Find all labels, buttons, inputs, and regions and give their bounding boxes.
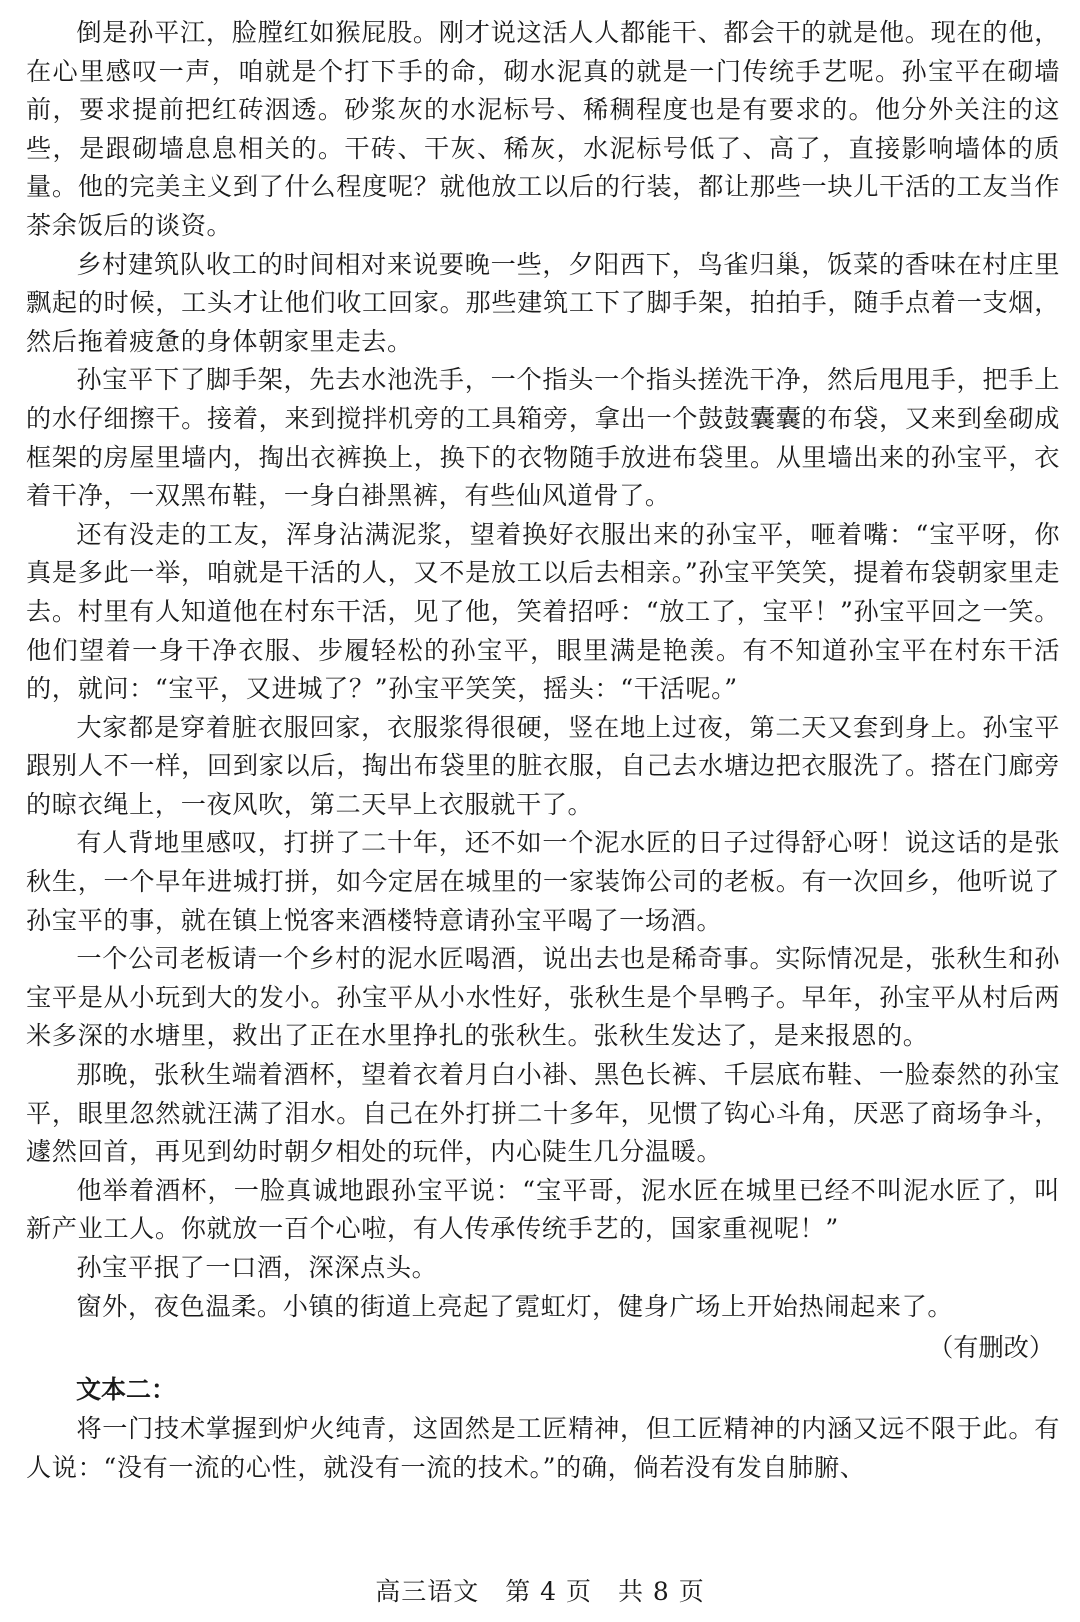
text2-heading: 文本二： [76,1375,177,1405]
paragraph-5: 大家都是穿着脏衣服回家，衣服浆得很硬，竖在地上过夜，第二天又套到身上。孙宝平跟别人不一样，回到家以后，掏出布袋里的脏衣服，自己去水塘边把衣服洗了。搭在门廊旁的晾衣绳上，一夜风吹，第二天早上衣服就干了。 [26,712,1060,819]
page-footer: 高三语文 第 4 页 共 8 页 [375,1577,705,1606]
text2-paragraph-1: 将一门技术掌握到炉火纯青，这固然是工匠精神，但工匠精神的内涵又远不限于此。有人说：“没有一流的心性，就没有一流的技术。”的确，倘若没有发自肺腑、 [26,1414,1060,1482]
paragraph-6: 有人背地里感叹，打拼了二十年，还不如一个泥水匠的日子过得舒心呀！说这话的是张秋生，一个早年进城打拼，如今定居在城里的一家装饰公司的老板。有一次回乡，他听说了孙宝平的事，就在镇上悦客来酒楼特意请孙宝平喝了一场酒。 [26,828,1060,935]
paragraph-2: 乡村建筑队收工的时间相对来说要晚一些，夕阳西下，鸟雀归巢，饭菜的香味在村庄里飘起的时候，工头才让他们收工回家。那些建筑工下了脚手架，拍拍手，随手点着一支烟，然后拖着疲惫的身体朝家里走去。 [26,249,1060,356]
paragraph-7: 一个公司老板请一个乡村的泥水匠喝酒，说出去也是稀奇事。实际情况是，张秋生和孙宝平是从小玩到大的发小。孙宝平从小水性好，张秋生是个旱鸭子。早年，孙宝平从村后两米多深的水塘里，救出了正在水里挣扎的张秋生。张秋生发达了，是来报恩的。 [26,944,1060,1051]
page-body [26,14,1060,1487]
paragraph-10: 孙宝平抿了一口酒，深深点头。 [76,1253,438,1282]
source-note: （有删改） [928,1333,1054,1363]
paragraph-4: 还有没走的工友，浑身沾满泥浆，望着换好衣服出来的孙宝平，咂着嘴：“宝平呀，你真是多此一举，咱就是干活的人，又不是放工以后去相亲。”孙宝平笑笑，提着布袋朝家里走去。村里有人知道他在村东干活，见了他，笑着招呼：“放工了，宝平！”孙宝平回之一笑。他们望着一身干净衣服、步履轻松的孙宝平，眼里满是艳羡。有不知道孙宝平在村东干活的，就问：“宝平，又进城了？”孙宝平笑笑，摇头：“干活呢。” [26,519,1060,704]
paragraph-11: 窗外，夜色温柔。小镇的街道上亮起了霓虹灯，健身广场上开始热闹起来了。 [76,1291,954,1321]
paragraph-8: 那晚，张秋生端着酒杯，望着衣着月白小褂、黑色长裤、千层底布鞋、一脸泰然的孙宝平，眼里忽然就汪满了泪水。自己在外打拼二十多年，见惯了钩心斗角，厌恶了商场争斗，遽然回首，再见到幼时朝夕相处的玩伴，内心陡生几分温暖。 [26,1060,1060,1167]
paragraph-3: 孙宝平下了脚手架，先去水池洗手，一个指头一个指头搓洗干净，然后甩甩手，把手上的水仔细擦干。接着，来到搅拌机旁的工具箱旁，拿出一个鼓鼓囊囊的布袋，又来到垒砌成框架的房屋里墙内，掏出衣裤换上，换下的衣物随手放进布袋里。从里墙出来的孙宝平，衣着干净，一双黑布鞋，一身白褂黑裤，有些仙风道骨了。 [26,365,1060,511]
paragraph-9: 他举着酒杯，一脸真诚地跟孙宝平说：“宝平哥，泥水匠在城里已经不叫泥水匠了，叫新产业工人。你就放一百个心啦，有人传承传统手艺的，国家重视呢！” [26,1175,1060,1244]
paragraph-1: 倒是孙平江，脸膛红如猴屁股。刚才说这活人人都能干、都会干的就是他。现在的他，在心里感叹一声，咱就是个打下手的命，砌水泥真的就是一门传统手艺呢。孙宝平在砌墙前，要求提前把红砖洇透。砂浆灰的水泥标号、稀稠程度也是有要求的。他分外关注的这些，是跟砌墙息息相关的。干砖、干灰、稀灰，水泥标号低了、高了，直接影响墙体的质量。他的完美主义到了什么程度呢？就他放工以后的行装，都让那些一块儿干活的工友当作茶余饭后的谈资。 [26,18,1060,240]
